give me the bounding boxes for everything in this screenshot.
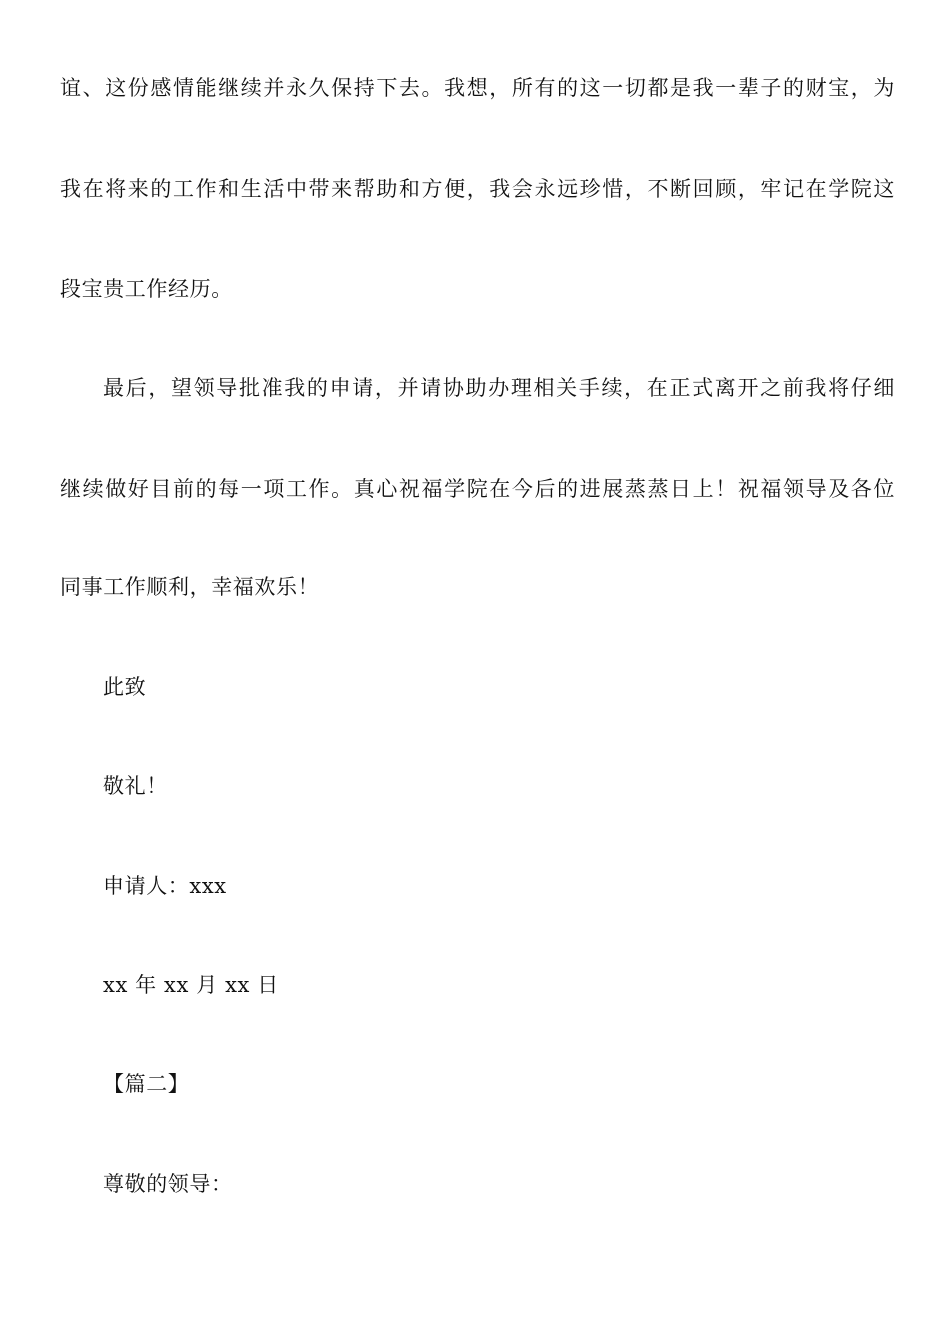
paragraph-line: 我在将来的工作和生活中带来帮助和方便，我会永远珍惜，不断回顾，牢记在学院这 bbox=[60, 177, 895, 201]
closing-text: 此致 bbox=[103, 675, 147, 699]
paragraph-line: 段宝贵工作经历。 bbox=[60, 277, 233, 301]
greeting-line: 尊敬的领导： bbox=[103, 1172, 233, 1196]
salutation-text: 敬礼！ bbox=[103, 774, 168, 798]
paragraph-line: 最后，望领导批准我的申请，并请协助办理相关手续，在正式离开之前我将仔细 bbox=[103, 376, 895, 400]
date-line: xx 年 xx 月 xx 日 bbox=[103, 973, 279, 997]
applicant-line: 申请人：xxx bbox=[103, 874, 227, 898]
paragraph-line: 谊、这份感情能继续并永久保持下去。我想，所有的这一切都是我一辈子的财宝，为 bbox=[60, 76, 895, 100]
section-heading: 【篇二】 bbox=[103, 1072, 190, 1096]
paragraph-line: 同事工作顺利，幸福欢乐！ bbox=[60, 575, 320, 599]
paragraph-line: 继续做好目前的每一项工作。真心祝福学院在今后的进展蒸蒸日上！祝福领导及各位 bbox=[60, 477, 895, 501]
